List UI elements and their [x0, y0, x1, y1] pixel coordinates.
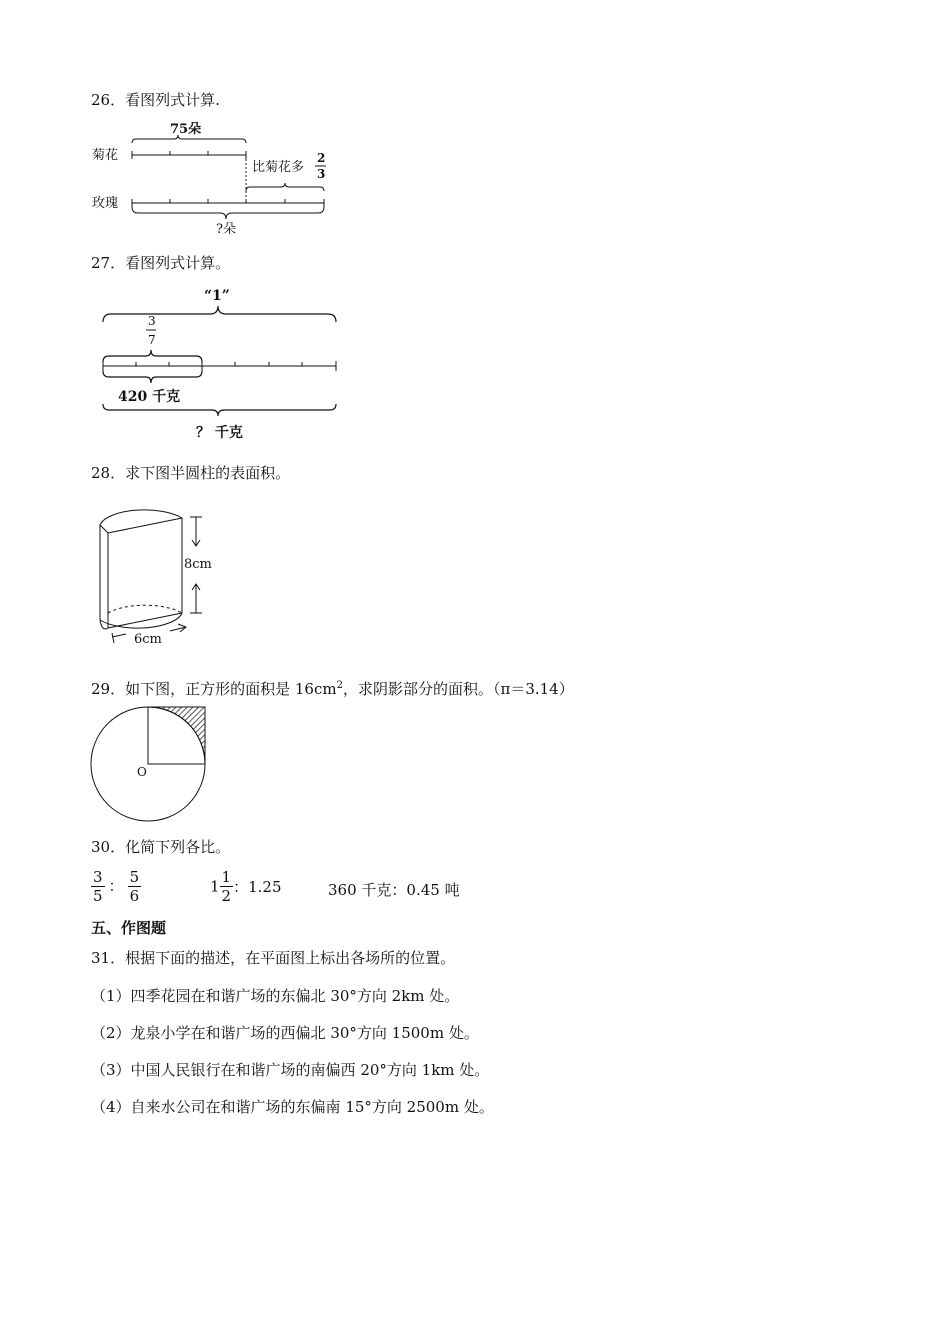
q27-frac-den: 7 — [148, 333, 156, 347]
frac-den: 6 — [129, 887, 140, 905]
frac-num: 3 — [93, 868, 103, 886]
q28-width-label: 6cm — [134, 632, 162, 647]
ratio-2-rest: ：1.25 — [233, 878, 282, 896]
q29-circle-square — [88, 704, 210, 822]
ratio-1-frac-b — [128, 868, 142, 905]
q26-row2-label: 玫瑰 — [92, 196, 119, 211]
section-title: 五、作图题 — [91, 919, 167, 937]
q26-bottom-label: ?朵 — [216, 222, 236, 237]
q27-bottom-label: ？ 千克 — [196, 425, 243, 441]
q26-side-label: 比菊花多 — [252, 160, 305, 175]
q29-text-a: 29．如下图，正方形的面积是 16cm — [91, 680, 337, 698]
frac-num: 5 — [129, 868, 140, 886]
q31-item: （4）自来水公司在和谐广场的东偏南 15°方向 2500m 处。 — [91, 1098, 494, 1116]
q27-line-diagram — [98, 282, 343, 447]
ratio-colon: ： — [108, 876, 124, 895]
q26-top-label: 75朵 — [170, 122, 202, 137]
q31-item: （3）中国人民银行在和谐广场的南偏西 20°方向 1km 处。 — [91, 1061, 490, 1079]
q27-mid-label: 420 千克 — [118, 389, 181, 405]
question-28-text: 28．求下图半圆柱的表面积。 — [91, 464, 291, 482]
ratio-1-frac-a — [91, 868, 105, 905]
q29-sup: 2 — [336, 680, 343, 691]
question-26-text: 26．看图列式计算. — [91, 91, 220, 109]
q26-side-frac-den: 3 — [317, 167, 326, 181]
question-27-text: 27．看图列式计算。 — [91, 254, 231, 272]
q28-height-label: 8cm — [184, 557, 212, 572]
question-31-text: 31．根据下面的描述，在平面图上标出各场所的位置。 — [91, 949, 456, 967]
frac-den: 2 — [221, 887, 232, 905]
frac-den: 5 — [93, 887, 103, 905]
question-30-text: 30．化简下列各比。 — [91, 838, 231, 856]
question-29-text — [91, 676, 574, 699]
frac-num: 1 — [221, 868, 232, 886]
ratio-3: 360 千克：0.45 吨 — [328, 881, 460, 899]
q26-side-frac-num: 2 — [317, 151, 326, 165]
ratio-1 — [91, 868, 141, 905]
mixed-frac — [220, 868, 234, 905]
q29-text-b: ，求阴影部分的面积。（π＝3.14） — [342, 680, 574, 698]
ratio-2 — [210, 868, 282, 905]
q26-line-diagram — [90, 115, 340, 240]
mixed-whole: 1 — [210, 877, 220, 896]
q28-half-cylinder — [92, 500, 232, 655]
q31-item: （1）四季花园在和谐广场的东偏北 30°方向 2km 处。 — [91, 987, 460, 1005]
q26-row1-label: 菊花 — [92, 148, 119, 163]
q31-item: （2）龙泉小学在和谐广场的西偏北 30°方向 1500m 处。 — [91, 1024, 479, 1042]
q27-frac-num: 3 — [148, 314, 156, 328]
q29-center-label: O — [137, 765, 147, 779]
q27-top-label: “1” — [204, 288, 230, 304]
